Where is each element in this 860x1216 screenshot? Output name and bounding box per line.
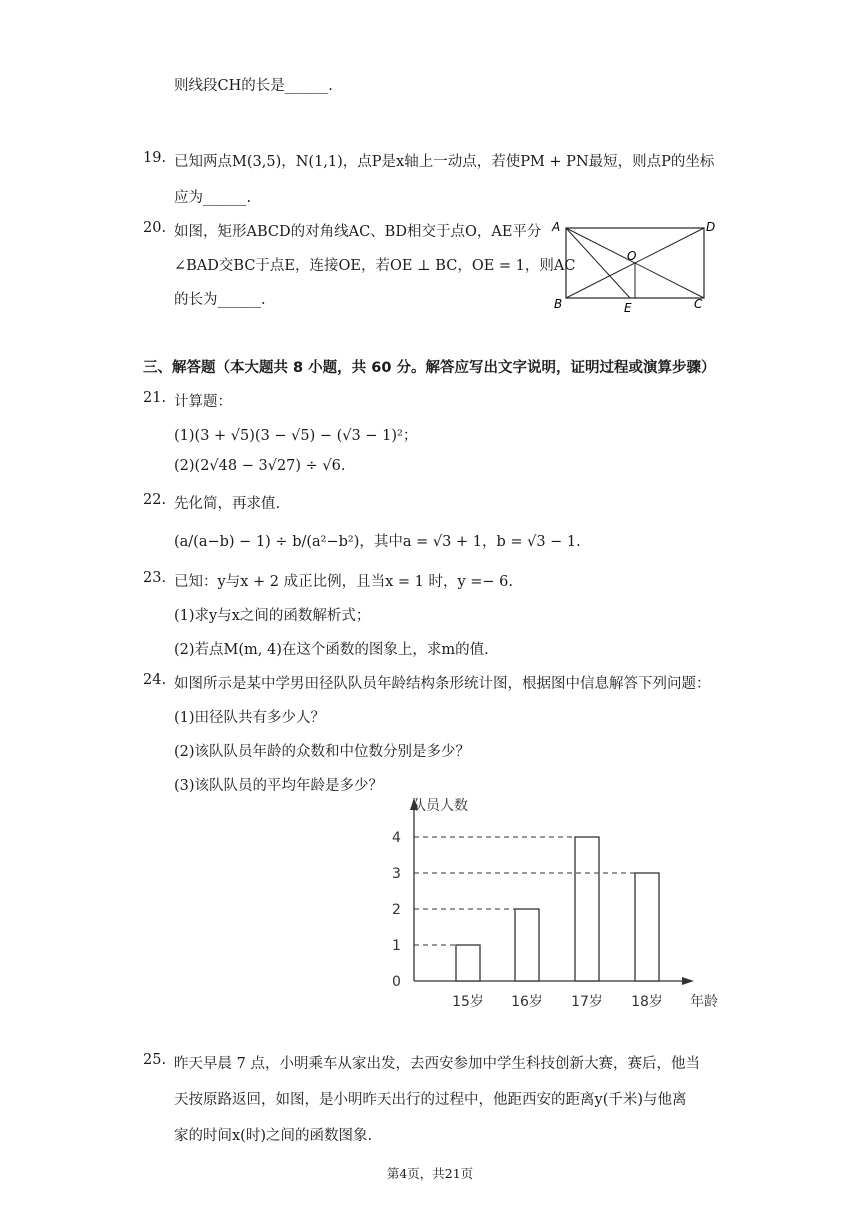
q25-number: 25. [143, 1052, 167, 1068]
q21-title: 计算题： [174, 394, 232, 410]
q24-line1: 如图所示是某中学男田径队队员年龄结构条形统计图，根据图中信息解答下列问题： [174, 676, 711, 692]
bar [456, 945, 480, 981]
label-a: A [552, 220, 561, 234]
q19-line2: 应为______. [174, 190, 252, 206]
y-tick-label: 0 [392, 974, 401, 990]
q24-part2: (2)该队队员年龄的众数和中位数分别是多少？ [174, 744, 471, 760]
y-tick-label: 4 [392, 830, 401, 846]
q20-line1: 如图，矩形ABCD的对角线AC、BD相交于点O，AE平分 [174, 224, 542, 240]
q24-part1: (1)田径队共有多少人？ [174, 710, 326, 726]
q19-line1: 已知两点M(3,5)，N(1,1)，点P是x轴上一动点，若使PM + PN最短，则点P的坐标 [174, 154, 715, 170]
x-tick-label: 17岁 [571, 994, 603, 1010]
q25-line3: 家的时间x(时)之间的函数图象. [174, 1128, 373, 1144]
section-3-heading: 三、解答题（本大题共 8 小题，共 60 分。解答应写出文字说明，证明过程或演算步骤） [143, 360, 716, 376]
q20-number: 20. [143, 220, 167, 236]
q18-tail: 则线段CH的长是______. [174, 78, 333, 94]
q23-number: 23. [143, 570, 167, 586]
q24-number: 24. [143, 672, 167, 688]
q21-part2: (2)(2√48 − 3√27) ÷ √6. [174, 458, 346, 474]
page-footer: 第4页，共21页 [386, 1166, 474, 1181]
q22-number: 22. [143, 492, 167, 508]
x-axis-title: 年龄 [690, 994, 718, 1010]
q19-number: 19. [143, 150, 167, 166]
age-bar-chart [370, 790, 730, 1020]
bisector-ae [566, 228, 630, 298]
q21-number: 21. [143, 390, 167, 406]
x-tick-label: 18岁 [631, 994, 663, 1010]
q20-line3: 的长为______. [174, 292, 266, 308]
q20-line2: ∠BAD交BC于点E，连接OE，若OE ⊥ BC，OE = 1，则AC [174, 258, 576, 274]
q21-part1: (1)(3 + √5)(3 − √5) − (√3 − 1)²； [174, 428, 418, 444]
q25-line2: 天按原路返回，如图，是小明昨天出行的过程中，他距西安的距离y(千米)与他离 [174, 1092, 687, 1108]
label-e: E [624, 301, 632, 315]
y-tick-label: 1 [392, 938, 401, 954]
bar [515, 909, 539, 981]
q25-line1: 昨天早晨 7 点，小明乘车从家出发，去西安参加中学生科技创新大赛，赛后，他当 [174, 1056, 700, 1072]
y-tick-label: 2 [392, 902, 401, 918]
x-axis-arrow [682, 977, 694, 985]
bar [635, 873, 659, 981]
label-b: B [554, 297, 563, 311]
x-tick-label: 15岁 [452, 994, 484, 1010]
q23-part2: (2)若点M(m, 4)在这个函数的图象上，求m的值. [174, 642, 489, 658]
q24-part3: (3)该队队员的平均年龄是多少？ [174, 778, 384, 794]
label-d: D [706, 220, 716, 234]
q23-part1: (1)求y与x之间的函数解析式； [174, 608, 371, 624]
y-tick-label: 3 [392, 866, 401, 882]
q23-line1: 已知：y与x + 2 成正比例，且当x = 1 时，y =− 6. [174, 574, 513, 590]
q22-expression: (a/(a−b) − 1) ÷ b/(a²−b²)，其中a = √3 + 1，b = √3 − 1. [174, 534, 581, 550]
x-tick-label: 16岁 [511, 994, 543, 1010]
label-o: O [627, 249, 637, 263]
label-c: C [694, 297, 703, 311]
rectangle-figure [548, 216, 718, 316]
y-axis-title: 队员人数 [412, 798, 468, 814]
bar [575, 837, 599, 981]
q22-title: 先化简，再求值. [174, 496, 281, 512]
